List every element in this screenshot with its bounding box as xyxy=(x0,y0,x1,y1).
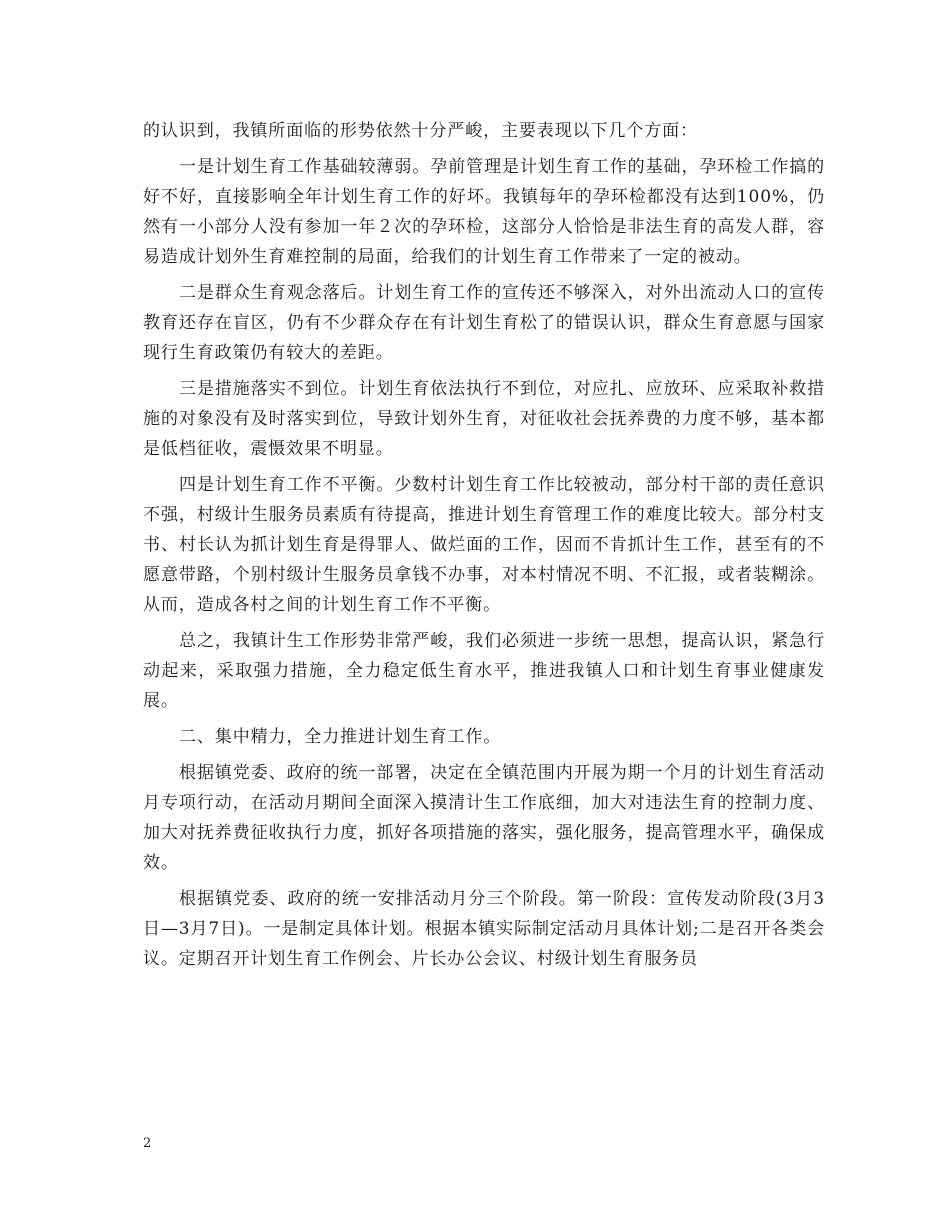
paragraph: 四是计划生育工作不平衡。少数村计划生育工作比较被动，部分村干部的责任意识不强，村级计生服务员素质有待提高，推进计划生育管理工作的难度比较大。部分村支书、村长认为抓计划生育是得罪人、做烂面的工作，因而不肯抓计生工作，甚至有的不愿意带路，个别村级计生服务员拿钱不办事，对本村情况不明、不汇报，或者装糊涂。从而，造成各村之间的计划生育工作不平衡。 xyxy=(143,475,825,615)
page-number: 2 xyxy=(143,1136,152,1151)
paragraph: 二是群众生育观念落后。计划生育工作的宣传还不够深入，对外出流动人口的宣传教育还存在盲区，仍有不少群众存在有计划生育松了的错误认识，群众生育意愿与国家现行生育政策仍有较大的差距。 xyxy=(143,283,825,363)
paragraph: 总之，我镇计生工作形势非常严峻，我们必须进一步统一思想，提高认识，紧急行动起来，采取强力措施，全力稳定低生育水平，推进我镇人口和计划生育事业健康发展。 xyxy=(143,631,825,711)
paragraph: 一是计划生育工作基础较薄弱。孕前管理是计划生育工作的基础，孕环检工作搞的好不好，直接影响全年计划生育工作的好坏。我镇每年的孕环检都没有达到100%，仍然有一小部分人没有参加一年２次的孕环检，这部分人恰恰是非法生育的高发人群，容易造成计划外生育难控制的局面，给我们的计划生育工作带来了一定的被动。 xyxy=(143,157,825,267)
section-heading: 二、集中精力，全力推进计划生育工作。 xyxy=(179,727,502,747)
paragraph: 的认识到，我镇所面临的形势依然十分严峻，主要表现以下几个方面： xyxy=(143,121,698,141)
paragraph: 三是措施落实不到位。计划生育依法执行不到位，对应扎、应放环、应采取补救措施的对象没有及时落实到位，导致计划外生育，对征收社会抚养费的力度不够，基本都是低档征收，震慑效果不明显。 xyxy=(143,379,825,459)
paragraph: 根据镇党委、政府的统一安排活动月分三个阶段。第一阶段：宣传发动阶段(3月3日—3月7日)。一是制定具体计划。根据本镇实际制定活动月具体计划;二是召开各类会议。定期召开计划生育工作例会、片长办公会议、村级计划生育服务员 xyxy=(143,889,825,969)
document-body xyxy=(143,116,825,980)
paragraph: 根据镇党委、政府的统一部署，决定在全镇范围内开展为期一个月的计划生育活动月专项行动，在活动月期间全面深入摸清计生工作底细，加大对违法生育的控制力度、加大对抚养费征收执行力度，抓好各项措施的落实，强化服务，提高管理水平，确保成效。 xyxy=(143,763,825,873)
